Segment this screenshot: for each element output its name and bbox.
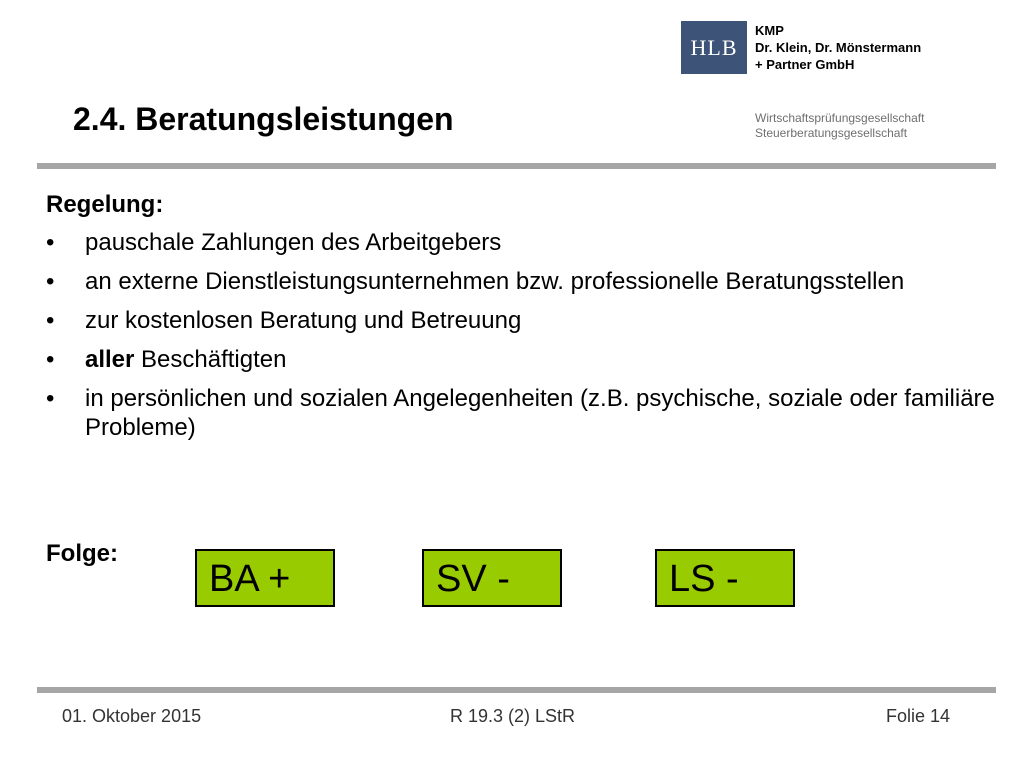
bullet-item — [46, 384, 996, 442]
header-divider — [37, 163, 996, 169]
firm-descriptors — [755, 111, 924, 141]
bullet-emphasis: aller — [85, 346, 135, 373]
regelung-label: Regelung: — [46, 191, 164, 218]
firm-name-line: KMP — [755, 23, 784, 38]
logo-text: HLB — [690, 34, 738, 60]
bullet-item — [46, 345, 996, 374]
footer-date: 01. Oktober 2015 — [62, 706, 202, 726]
bullet-text: pauschale Zahlungen des Arbeitgebers — [85, 229, 502, 256]
tag-ba: BA + — [195, 549, 335, 607]
tag-sv: SV - — [422, 549, 562, 607]
bullet-item — [46, 228, 996, 257]
firm-descriptor-line: Wirtschaftsprüfungsgesellschaft — [755, 111, 925, 125]
bullet-item — [46, 267, 996, 296]
footer-divider — [37, 687, 996, 693]
bullet-list — [46, 228, 996, 452]
firm-descriptor-line: Steuerberatungsgesellschaft — [755, 126, 908, 140]
firm-name-line: Dr. Klein, Dr. Mönstermann — [755, 40, 922, 55]
bullet-text: in persönlichen und sozialen Angelegenheiten (z.B. psychische, soziale oder familiäre Probleme) — [85, 385, 995, 441]
firm-name-line: + Partner GmbH — [755, 57, 855, 72]
firm-name — [755, 22, 921, 73]
bullet-text: an externe Dienstleistungsunternehmen bzw. professionelle Beratungsstellen — [85, 268, 905, 295]
bullet-item — [46, 306, 996, 335]
bullet-text: zur kostenlosen Beratung und Betreuung — [85, 307, 522, 334]
hlb-logo — [681, 21, 747, 74]
footer-slide-number: Folie 14 — [886, 706, 951, 726]
folge-label: Folge: — [46, 540, 118, 567]
footer-reference: R 19.3 (2) LStR — [450, 706, 576, 726]
bullet-text: Beschäftigten — [134, 346, 287, 373]
tag-ls: LS - — [655, 549, 795, 607]
slide-title: 2.4. Beratungsleistungen — [73, 101, 454, 137]
